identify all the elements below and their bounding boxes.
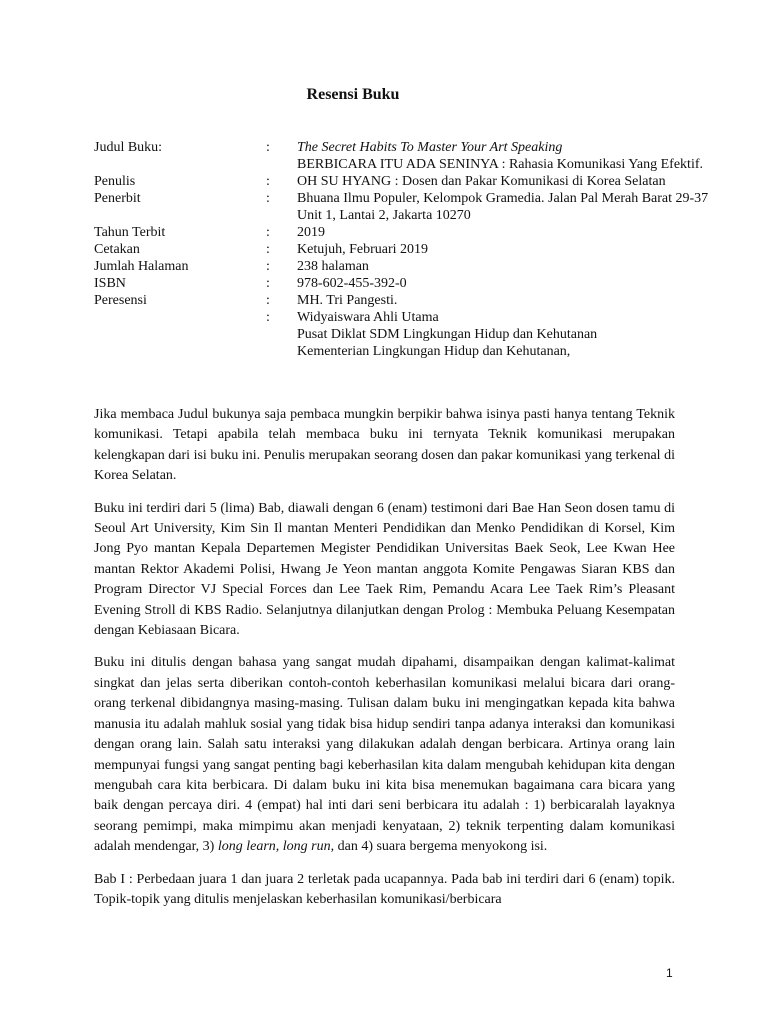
meta-value-line: 238 halaman: [297, 259, 369, 274]
meta-row-reviewer: [94, 292, 714, 309]
meta-value-line: Pusat Diklat SDM Lingkungan Hidup dan Kehutanan: [297, 327, 598, 342]
meta-row-year: [94, 224, 714, 241]
meta-row-title: [94, 139, 714, 173]
meta-value-line: MH. Tri Pangesti.: [297, 293, 398, 308]
meta-value-line: Bhuana Ilmu Populer, Kelompok Gramedia. Jalan Pal Merah Barat 29-37 Unit 1, Lantai 2, Jakarta 10270: [297, 191, 709, 223]
meta-colon: :: [266, 259, 270, 274]
meta-row-reviewer-affiliation: [94, 309, 714, 360]
paragraph-content: [94, 653, 675, 857]
paragraph-content-italic: long learn, long run: [217, 839, 331, 855]
paragraph-content-text: Buku ini ditulis dengan bahasa yang sangat mudah dipahami, disampaikan dengan kalimat-kalimat singkat dan jelas serta diberikan contoh-contoh keberhasilan komunikasi melalui bicara dari orang-orang terkenal dibidangnya masing-masing. Tulisan dalam buku ini mengingatkan kepada kita bahwa manusia itu adalah mahluk sosial yang tidak bisa hidup sendiri tanpa adanya interaksi dan komunikasi dengan orang lain. Salah satu interaksi yang dilakukan adalah dengan berbicara. Artinya orang lain mempunyai fungsi yang sangat penting bagi keberhasilan kita dalam mengubah kehidupan kita dengan mengubah cara kita berbicara. Di dalam buku ini kita bisa menemukan bagaimana cara bicara yang baik dengan percaya diri. 4 (empat) hal inti dari seni berbicara itu adalah : 1) berbicaralah layaknya seorang pemimpi, maka mimpimu akan menjadi kenyataan, 2) teknik terpenting dalam komunikasi adalah mendengar, 3): [94, 655, 675, 855]
meta-value-line: 978-602-455-392-0: [297, 276, 407, 291]
meta-row-pages: [94, 258, 714, 275]
meta-value-line: Kementerian Lingkungan Hidup dan Kehutanan,: [297, 344, 571, 359]
meta-colon: :: [266, 191, 270, 206]
meta-value-line: Ketujuh, Februari 2019: [297, 242, 429, 257]
paragraph-content-tail: , dan 4) suara bergema menyokong isi.: [330, 839, 548, 855]
meta-colon: :: [266, 242, 270, 257]
meta-label: Cetakan: [94, 242, 140, 257]
paragraph-intro: Jika membaca Judul bukunya saja pembaca mungkin berpikir bahwa isinya pasti hanya tentang Teknik komunikasi. Tetapi apabila telah membaca buku ini ternyata Teknik komunikasi merupakan kelengkapan dari isi buku ini. Penulis merupakan seorang dosen dan pakar komunikasi yang terkenal di Korea Selatan.: [94, 407, 675, 484]
meta-label: Tahun Terbit: [94, 225, 166, 240]
meta-colon: :: [266, 310, 270, 325]
meta-value-line: BERBICARA ITU ADA SENINYA : Rahasia Komunikasi Yang Efektif.: [297, 157, 703, 172]
meta-value-line: Widyaiswara Ahli Utama: [297, 310, 439, 325]
meta-value-line: 2019: [297, 225, 325, 240]
paragraph-chapter-one: Bab I : Perbedaan juara 1 dan juara 2 terletak pada ucapannya. Pada bab ini terdiri dari 6 (enam) topik. Topik-topik yang ditulis menjelaskan keberhasilan komunikasi/berbicara: [94, 871, 675, 907]
meta-value: [297, 309, 714, 360]
meta-value-line: The Secret Habits To Master Your Art Speaking: [297, 140, 563, 155]
meta-value-line: OH SU HYANG : Dosen dan Pakar Komunikasi di Korea Selatan: [297, 174, 666, 189]
meta-row-publisher: [94, 190, 714, 224]
meta-label: Judul Buku:: [94, 140, 163, 155]
page-title: Resensi Buku: [306, 86, 400, 103]
meta-label: ISBN: [94, 276, 126, 291]
book-metadata: [94, 139, 714, 360]
meta-colon: :: [266, 276, 270, 291]
review-body: [94, 405, 675, 922]
meta-colon: :: [266, 140, 270, 155]
meta-row-edition: [94, 241, 714, 258]
page-number: 1: [666, 966, 673, 980]
paragraph-structure: Buku ini terdiri dari 5 (lima) Bab, diawali dengan 6 (enam) testimoni dari Bae Han Seon dosen tamu di Seoul Art University, Kim Sin Il mantan Menteri Pendidikan dan Menko Pendidikan di Korsel, Kim Jong Pyo mantan Kepala Departemen Megister Pendidikan Universitas Baek Seok, Lee Kwan Hee mantan Rektor Akademi Polisi, Hwang Je Yeon mantan anggota Komite Pengawas Siaran KBS dan Program Director VJ Special Forces dan Lee Taek Rim, Pemandu Acara Lee Taek Rim’s Pleasant Evening Stroll di KBS Radio. Selanjutnya dilanjutkan dengan Prolog : Membuka Peluang Kesempatan dengan Kebiasaan Bicara.: [94, 500, 675, 639]
meta-colon: :: [266, 174, 270, 189]
meta-label: Jumlah Halaman: [94, 259, 189, 274]
meta-value: [297, 139, 714, 173]
meta-row-author: [94, 173, 714, 190]
meta-row-isbn: [94, 275, 714, 292]
meta-colon: :: [266, 225, 270, 240]
meta-label: Penulis: [94, 174, 136, 189]
meta-colon: :: [266, 293, 270, 308]
meta-label: Peresensi: [94, 293, 147, 308]
meta-label: Penerbit: [94, 191, 141, 206]
